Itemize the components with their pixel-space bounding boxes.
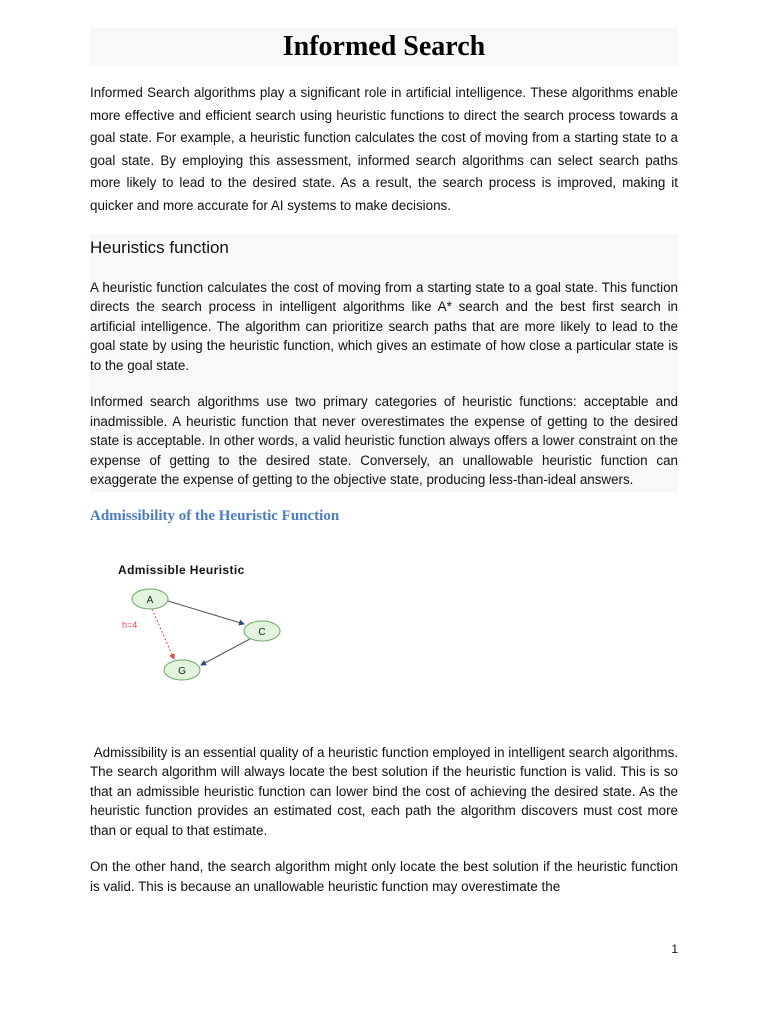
heuristics-paragraph-2: Informed search algorithms use two primary categories of heuristic functions: acceptable and inadmissible. A heuristic function that never overestimates the expense of getting to the desired state is acceptable. In other words, a valid heuristic function always offers a lower constraint on the expense of getting to the desired state. Conversely, an unallowable heuristic function can exaggerate the expense of getting to the objective state, producing less-than-ideal answers. (90, 394, 678, 488)
admissible-heuristic-figure (118, 563, 318, 703)
page-title: Informed Search (282, 31, 486, 62)
heuristics-section (90, 264, 678, 492)
edge-a-c (168, 601, 244, 624)
page-number: 1 (671, 942, 678, 956)
figure-caption: Admissible Heuristic (118, 562, 245, 577)
admissibility-paragraph-1: Admissibility is an essential quality of a heuristic function employed in intelligent search algorithms. The search algorithm will always locate the best solution if the heuristic function is valid. This is so that an admissible heuristic function can lower bind the cost of achieving the desired state. As the heuristic function provides an estimated cost, each path the algorithm discovers must cost more than or equal to that estimate. (90, 744, 682, 838)
node-g-label: G (178, 665, 186, 677)
heuristics-heading: Heuristics function (90, 237, 229, 257)
intro-paragraph: Informed Search algorithms play a significant role in artificial intelligence. These algorithms enable more effective and efficient search using heuristic functions to direct the search process towards a goal state. For example, a heuristic function calculates the cost of moving from a starting state to a goal state. By employing this assessment, informed search algorithms can select search paths more likely to lead to the desired state. As a result, the search process is improved, making it quicker and more accurate for AI systems to make decisions. (90, 85, 678, 213)
node-c-label: C (258, 626, 266, 638)
heuristic-edge-a-g (152, 609, 174, 659)
graph-diagram (118, 579, 318, 709)
heuristics-heading-box (90, 234, 678, 264)
document-page (90, 28, 682, 896)
edge-c-g (201, 639, 250, 665)
admissibility-heading: Admissibility of the Heuristic Function (90, 507, 340, 524)
heuristic-value-label: h=4 (122, 619, 138, 630)
node-a-label: A (146, 594, 154, 606)
title-banner (90, 28, 678, 66)
heuristics-paragraph-1: A heuristic function calculates the cost of moving from a starting state to a goal state. This function directs the search process in intelligent algorithms like A* search and the best first search in artificial intelligence. The algorithm can prioritize search paths that are more likely to lead to the goal state by using the heuristic function, which gives an estimate of how close a particular state is to the goal state. (90, 279, 678, 373)
admissibility-paragraph-2: On the other hand, the search algorithm might only locate the best solution if the heuristic function is valid. This is because an unallowable heuristic function may overestimate the (90, 859, 678, 894)
